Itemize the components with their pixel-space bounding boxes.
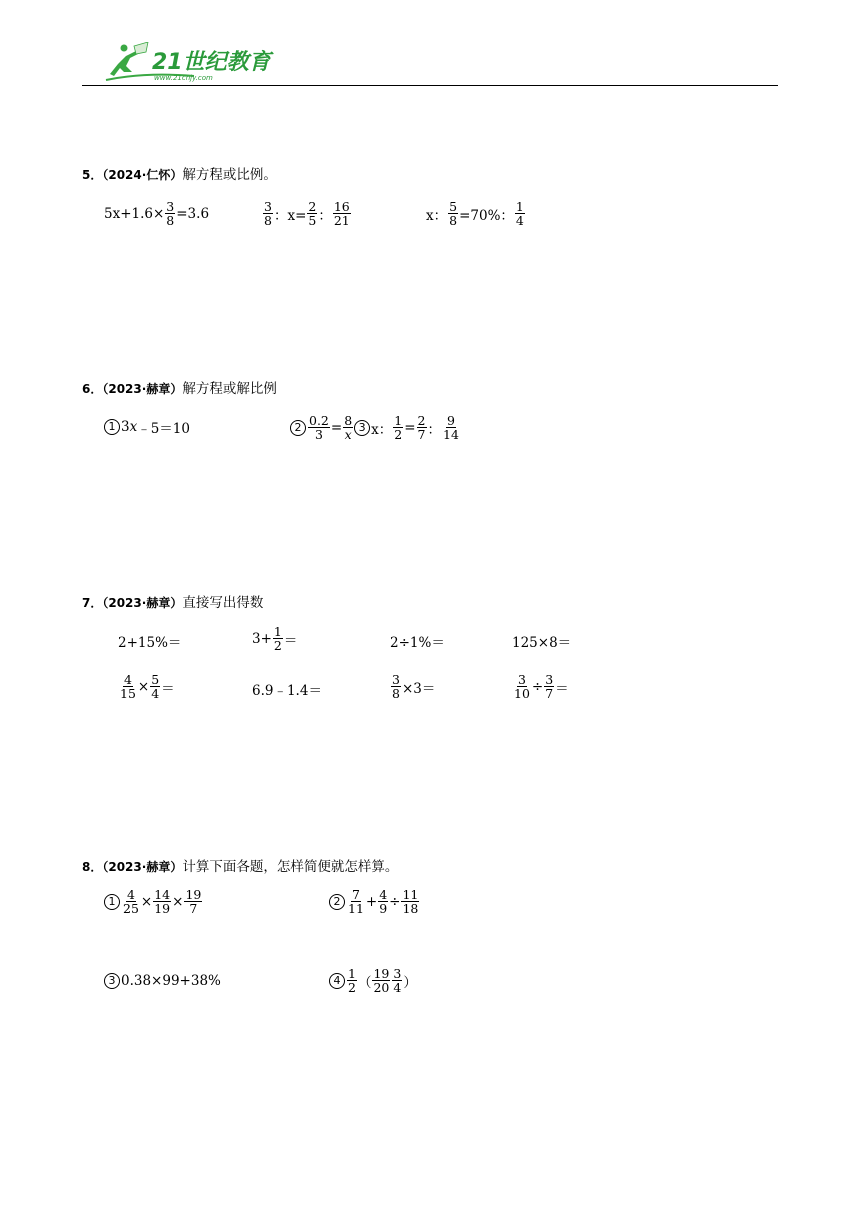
q5-equation-2: $\frac{3}{8}$ ：x= $\frac{2}{5}$ ： $\frac{16}{21}$ — [264, 199, 350, 228]
question-6-heading: 6．（2023·赫章）解方程或解比例 — [82, 381, 277, 397]
question-8-heading: 8．（2023·赫章）计算下面各题，怎样简便就怎样算。 — [82, 859, 399, 875]
site-logo — [104, 42, 279, 84]
q7-item: 3+ $\frac{1}{2}$ ＝ — [252, 624, 298, 653]
circled-number: 3 — [104, 973, 120, 989]
circled-number: 4 — [329, 973, 345, 989]
q7-item: $\frac{3}{8}$ ×3＝ — [392, 672, 436, 701]
logo-url: www.21cnjy.com — [154, 74, 213, 82]
q7-item: 6.9﹣1.4＝ — [252, 683, 322, 699]
q7-item: $\frac{4}{15}$ × $\frac{5}{4}$ ＝ — [120, 672, 175, 701]
q7-item: 125×8＝ — [512, 635, 572, 651]
question-5-heading: 5．（2024·仁怀）解方程或比例。 — [82, 167, 277, 183]
q7-item: 2÷1%＝ — [390, 635, 445, 651]
circled-number: 1 — [104, 894, 120, 910]
circled-number: 2 — [290, 420, 306, 436]
q7-item: $\frac{3}{10}$ ÷ $\frac{3}{7}$ ＝ — [514, 672, 569, 701]
circled-number: 1 — [104, 419, 120, 435]
q5-equation-1: 5x+1.6× $\frac{3}{8}$ =3.6 — [104, 199, 210, 228]
q8-problem-4: 4 $\frac{1}{2}$ （ $\frac{19}{20}$ $\frac{3}{4}$ ） — [329, 967, 417, 994]
header-rule — [82, 85, 778, 86]
q7-item: 2+15%＝ — [118, 635, 182, 651]
logo-text: 21世纪教育 — [152, 50, 271, 75]
question-7-heading: 7．（2023·赫章）直接写出得数 — [82, 595, 264, 611]
q8-problem-3: 3 0.38×99+38% — [104, 973, 221, 989]
circled-number: 3 — [354, 420, 370, 436]
circled-number: 2 — [329, 894, 345, 910]
q6-equation-1: 1 3 x ﹣5＝10 — [104, 417, 190, 437]
q5-equation-3: x： $\frac{5}{8}$ =70%： $\frac{1}{4}$ — [426, 199, 524, 228]
q8-problem-2: 2 $\frac{7}{11}$ + $\frac{4}{9}$ ÷ $\frac{11}{18}$ — [329, 888, 420, 915]
q6-equation-2-3: 2 $\frac{0.2}{3}$ = $\frac{8}{x}$ 3 x： $\frac{1}{2}$ = $\frac{2}{7}$ ： $\frac{9}{14}$ — [290, 414, 461, 441]
q8-problem-1: 1 $\frac{4}{25}$ × $\frac{14}{19}$ × $\frac{19}{7}$ — [104, 888, 203, 915]
